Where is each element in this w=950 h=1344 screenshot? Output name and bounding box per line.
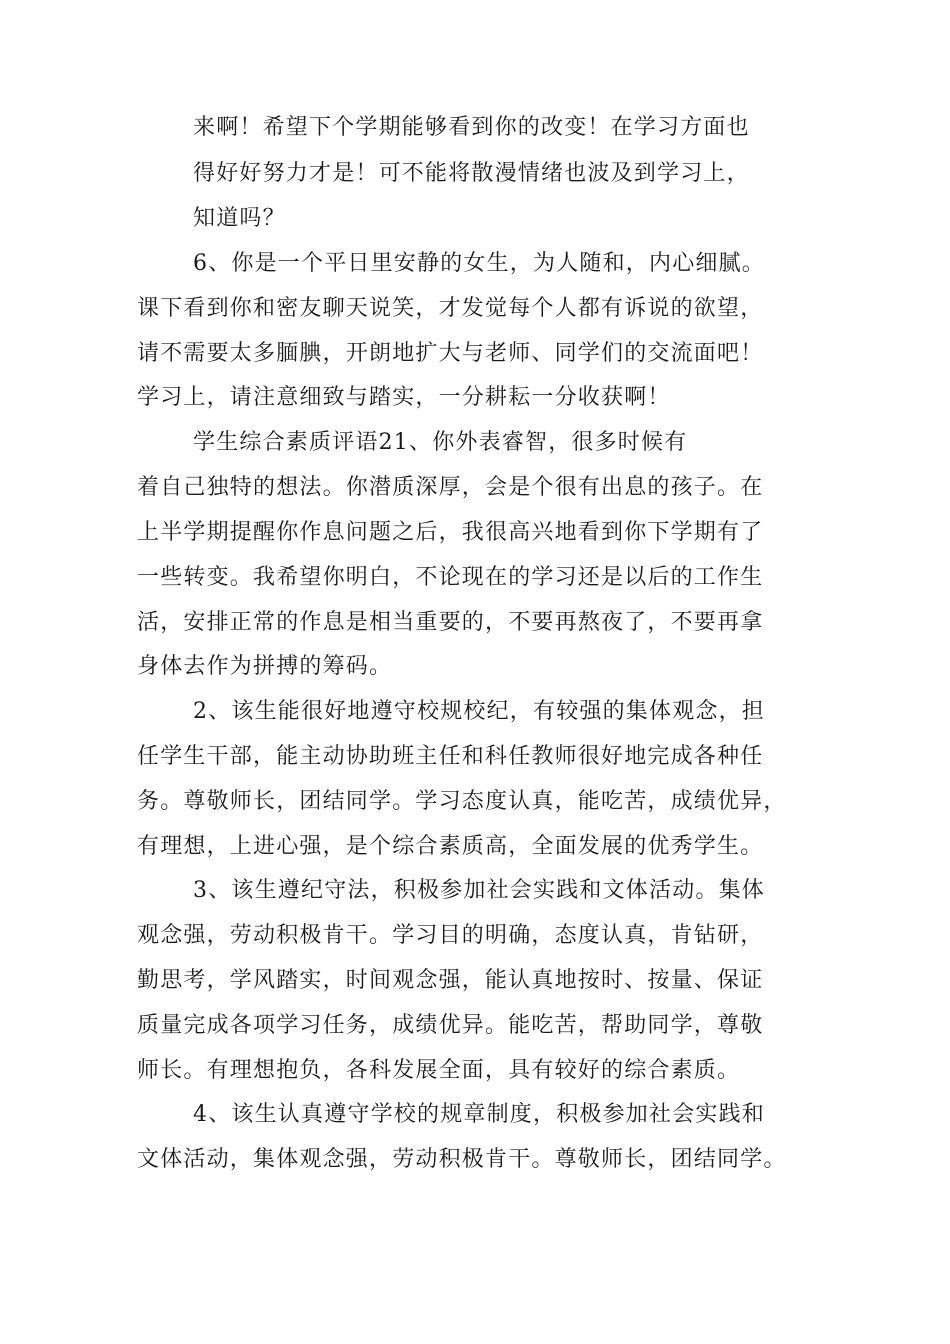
text-line: 活，安排正常的作息是相当重要的，不要再熬夜了，不要再拿	[137, 610, 764, 635]
text-line: 勤思考，学风踏实，时间观念强，能认真地按时、按量、保证	[137, 968, 764, 993]
text-line: 师长。有理想抱负，各科发展全面，具有较好的综合素质。	[137, 1058, 741, 1083]
text-line: 课下看到你和密友聊天说笑，才发觉每个人都有诉说的欲望，	[137, 296, 764, 321]
text-line: 学生综合素质评语21、你外表睿智，很多时候有	[193, 430, 688, 455]
text-line: 请不需要太多腼腆，开朗地扩大与老师、同学们的交流面吧！	[137, 341, 764, 366]
text-line: 3、该生遵纪守法，积极参加社会实践和文体活动。集体	[193, 878, 765, 903]
text-line: 有理想，上进心强，是个综合素质高，全面发展的优秀学生。	[137, 834, 764, 859]
text-line: 身体去作为拼搏的筹码。	[137, 654, 393, 679]
text-line: 6、你是一个平日里安静的女生，为人随和，内心细腻。	[193, 251, 765, 276]
text-line: 一些转变。我希望你明白，不论现在的学习还是以后的工作生	[137, 565, 764, 590]
text-line: 务。尊敬师长，团结同学。学习态度认真，能吃苦，成绩优异，	[137, 789, 787, 814]
text-line: 来啊！希望下个学期能够看到你的改变！在学习方面也	[193, 115, 750, 140]
text-line: 任学生干部，能主动协助班主任和科任教师很好地完成各种任	[137, 744, 764, 769]
text-line: 观念强，劳动积极肯干。学习目的明确，态度认真，肯钻研，	[137, 923, 764, 948]
text-line: 2、该生能很好地遵守校规校纪，有较强的集体观念，担	[193, 699, 765, 724]
text-line: 得好好努力才是！可不能将散漫情绪也波及到学习上，	[193, 161, 750, 186]
text-line: 知道吗？	[193, 206, 286, 231]
text-line: 学习上，请注意细致与踏实，一分耕耘一分收获啊！	[137, 385, 671, 410]
text-line: 上半学期提醒你作息问题之后，我很高兴地看到你下学期有了	[137, 520, 764, 545]
text-line: 质量完成各项学习任务，成绩优异。能吃苦，帮助同学，尊敬	[137, 1013, 764, 1038]
text-line: 着自己独特的想法。你潜质深厚，会是个很有出息的孩子。在	[137, 475, 764, 500]
text-line: 文体活动，集体观念强，劳动积极肯干。尊敬师长，团结同学。	[137, 1147, 787, 1172]
text-line: 4、该生认真遵守学校的规章制度，积极参加社会实践和	[193, 1102, 765, 1127]
